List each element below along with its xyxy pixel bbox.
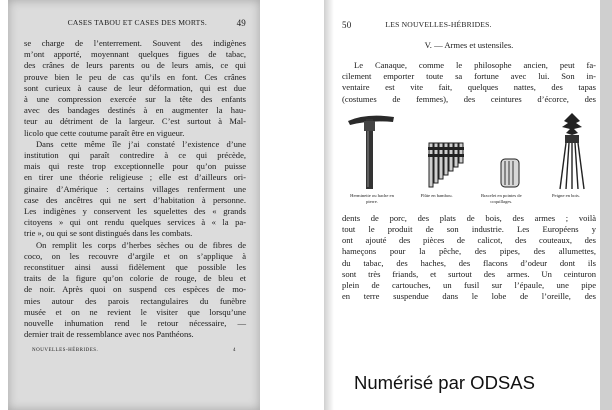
left-running-head <box>24 18 246 28</box>
text-line: mies autour des parois rectangulaires du funèbre <box>24 295 246 306</box>
text-line: sont très friands, et surtout des armes. Un ceinturon <box>342 268 596 279</box>
text-line: en terre suspendue dans le lobe de l’oreille, des <box>342 291 596 302</box>
figure-captions <box>342 193 596 205</box>
left-page-number: 49 <box>236 18 246 28</box>
text-line: coco, on les recouvre d’argile et on s’applique à <box>24 250 246 261</box>
text-line: mais qui reste trop exceptionnelle pour qu’on puisse <box>24 161 246 172</box>
text-line: institution qui paraît contredire à ce qui précède, <box>24 150 246 161</box>
text-line: des crânes de leurs parents ou de leurs amis, ce qui <box>24 60 246 71</box>
left-page <box>8 0 260 410</box>
text-line: hameçons pour la pêche, des pipes, des allumettes, <box>342 246 596 257</box>
text-line: plein de cartouches, un fusil sur l’épaule, une pipe <box>342 280 596 291</box>
text-line: sont curieux à cause de leur déformation, qui est due <box>24 82 246 93</box>
caption-adze: Herminette ou hache en pierre. <box>350 192 394 204</box>
text-line: licolo que cette coutume paraît être en vigueur. <box>24 127 185 138</box>
text-line: ginaire d’Amérique : certains villages renferment une <box>24 183 246 194</box>
text-line: case des ancêtres qui ne sert d’habitation à personne. <box>24 194 246 205</box>
caption-comb: Peigne en bois. <box>551 192 580 198</box>
caption-bracelet: Bracelet en pointes de coquillages. <box>480 192 522 204</box>
stone-adze-figure <box>346 111 398 191</box>
right-body-text <box>342 213 596 303</box>
text-line: On remplit les corps d’herbes sèches ou de fibres de <box>36 239 246 250</box>
text-line: en tirer une théorie religieuse ; elle est d’ailleurs ori- <box>24 172 246 183</box>
intro-text <box>342 60 596 105</box>
text-line: citoyens » qui ont rendu quelques services à « la pa- <box>24 217 246 228</box>
signature-mark: 4 <box>233 348 236 354</box>
left-page-footer <box>24 348 246 353</box>
section-title: V. — Armes et ustensiles. <box>424 40 514 50</box>
text-line: cilement emporter toute sa fortune avec lui. Son in- <box>342 71 596 82</box>
text-line: nouvelle inhumation rend le retour nécessaire, — <box>24 318 246 329</box>
text-line: prouve bien le peu de cas qu’ils en font. Ces crânes <box>24 71 246 82</box>
book-gutter <box>260 0 324 410</box>
text-line: (costumes de femmes), des ceintures d’écorce, des <box>342 93 596 104</box>
text-line: trie », ou qui se sont distingués dans les combats. <box>24 228 193 239</box>
text-line: Le Canaque, comme le philosophe ancien, peut fa- <box>354 60 596 70</box>
text-line: reconstituer ainsi aussi fidèlement que possible les <box>24 262 246 273</box>
right-page <box>324 0 612 410</box>
text-line: se charge de l’enterrement. Souvent des indigènes <box>24 38 246 48</box>
wooden-comb-figure <box>552 111 592 191</box>
text-line: à une compression exercée sur la tête des enfants <box>24 94 246 105</box>
text-line: ont ajouté des pièces de calicot, des couteaux, des <box>342 235 596 246</box>
bamboo-flute-figure <box>427 139 467 191</box>
text-line: musée et on ne revient le visiter que lorsqu’une <box>24 306 246 317</box>
left-body-text <box>24 38 246 340</box>
text-line: avec des bandages destinés à en augmenter la hau- <box>24 105 246 116</box>
text-line: du tabac, des haches, des flacons d’odeur dont ils <box>342 257 596 268</box>
text-line: m’ont apporté, moyennant quelques figues de tabac, <box>24 49 246 60</box>
right-running-head <box>342 20 596 30</box>
caption-flute: Flûte en bambou. <box>420 192 453 198</box>
text-line: dents de porc, des plats de bois, des armes ; voilà <box>342 212 596 223</box>
text-line: tout le produit de son industrie. Les Européens y <box>342 224 596 235</box>
digitization-watermark: Numérisé par ODSAS <box>354 372 535 393</box>
text-line: ventaire est vite fait, quelques nattes, des tapas <box>342 82 596 93</box>
right-running-title: LES NOUVELLES-HÉBRIDES. <box>385 20 492 29</box>
text-line: teur au détriment de la largeur. C’est surtout à Mal- <box>24 116 246 127</box>
text-line: traits de la figure qu’on colorie de rouge, de bleu et <box>24 273 246 284</box>
text-line: Les indigènes y conservent les squelettes des « grands <box>24 206 246 217</box>
illustration-plate <box>342 109 596 191</box>
right-page-number: 50 <box>342 20 352 30</box>
shell-bracelet-figure <box>497 157 523 191</box>
text-line: de noir. Après quoi on suspend ces espèces de mo- <box>24 284 246 295</box>
signature-label: NOUVELLES-HÉBRIDES. <box>32 348 99 354</box>
left-running-title: CASES TABOU ET CASES DES MORTS. <box>67 18 208 27</box>
text-line: Dans cette même île j’ai constaté l’existence d’une <box>36 138 246 149</box>
text-line: dernier trait de ressemblance avec nos Panthéons. <box>24 329 194 340</box>
